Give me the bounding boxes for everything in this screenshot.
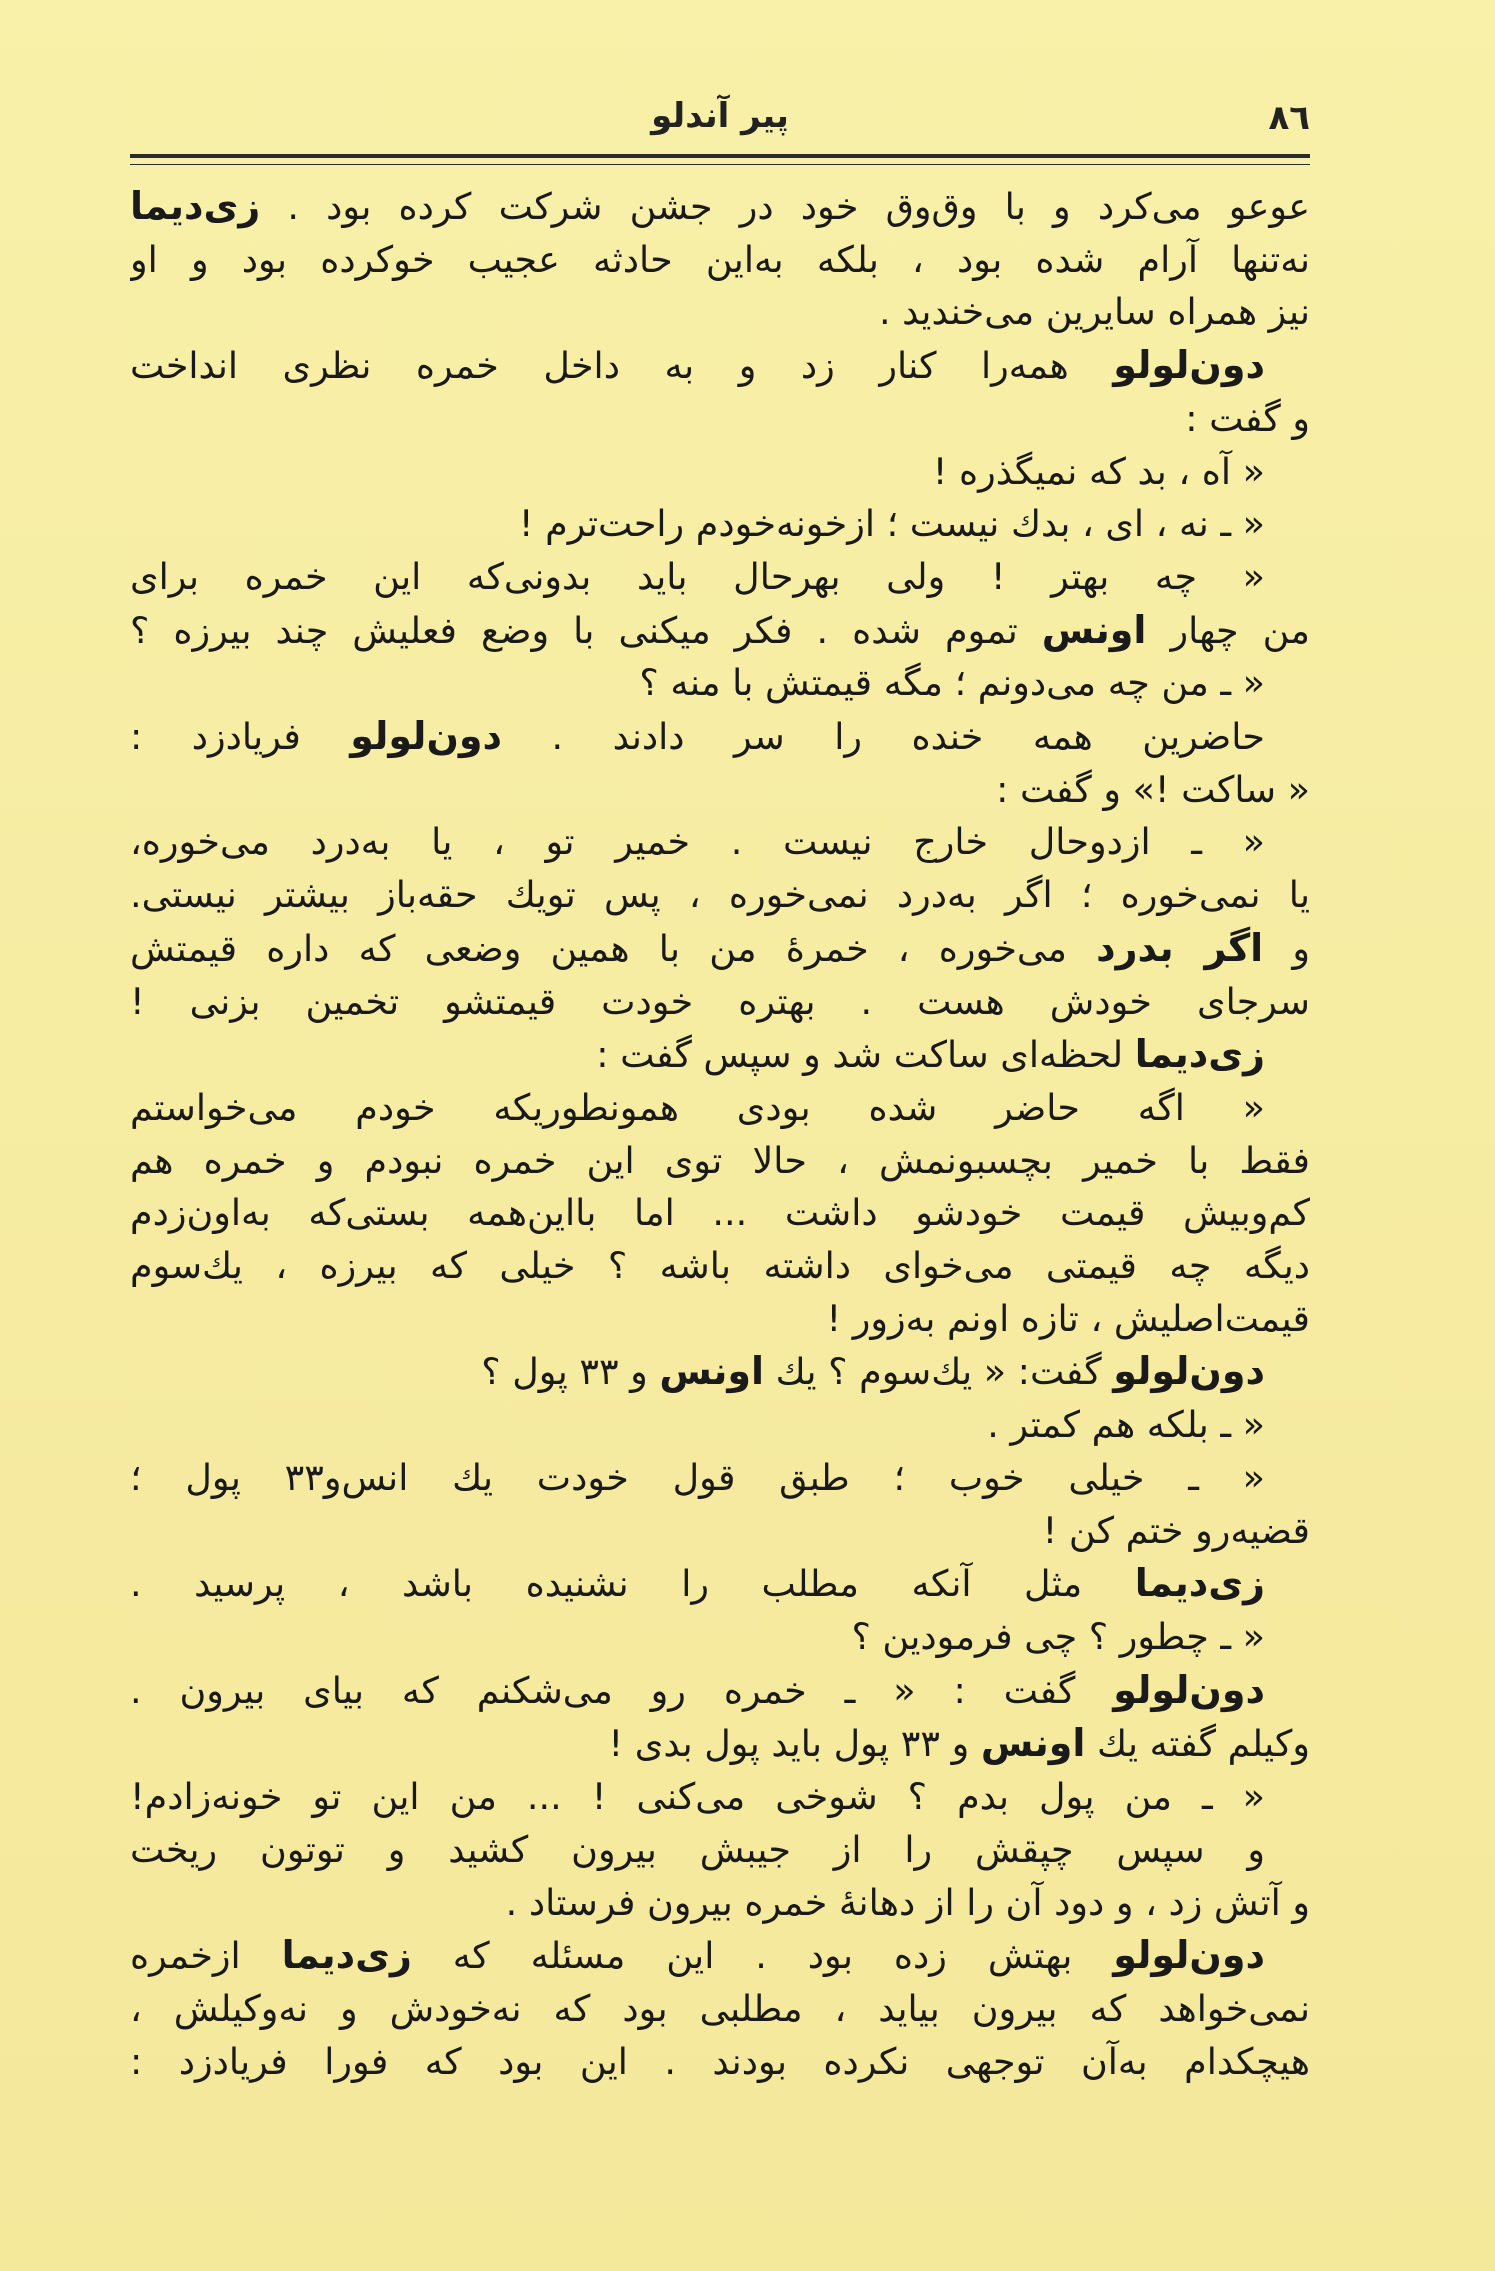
page-number: ٨٦ (1268, 98, 1310, 138)
text-line (130, 1983, 1310, 2036)
text-line (130, 180, 1310, 234)
text-segment: فقط با خمیر بچسبونمش ، حالا توی این خمره نبودم و خمره هم (130, 1138, 1310, 1182)
text-line (130, 1824, 1310, 1877)
text-line (130, 922, 1310, 976)
text-line (130, 1611, 1310, 1664)
text-line (130, 1135, 1310, 1188)
text-segment: سرجای خودش هست . بهتره خودت قیمتشو تخمین بزنی ! (130, 979, 1310, 1023)
text-segment: و گفت : (1185, 396, 1310, 440)
text-segment: « ـ من چه می‌دونم ؛ مگه قیمتش با منه ؟ (639, 661, 1265, 705)
text-line (130, 286, 1310, 339)
text-segment: یا نمی‌خوره ؛ اگر به‌درد نمی‌خوره ، پس تویك حقه‌باز بیشتر نیستی. (130, 873, 1310, 917)
text-segment: و ۳۳ پول باید پول بدی ! (608, 1722, 981, 1766)
text-segment: بهتش زده بود . این مسئله که (411, 1934, 1114, 1978)
text-segment: لحظه‌ای ساکت شد و سپس گفت : (596, 1033, 1135, 1077)
bold-name: زی‌دیما (130, 184, 261, 228)
text-segment: نیز همراه سایرین می‌خندید . (878, 290, 1310, 334)
text-segment: « ـ نه ، ای ، بدك نیست ؛ ازخونه‌خودم راحت‌ترم ! (518, 502, 1265, 546)
text-segment: « چه بهتر ! ولی بهرحال باید بدونی‌که این خمره برای (130, 554, 1265, 598)
text-segment: ازخمره (130, 1934, 282, 1978)
text-segment: و ۳۳ پول ؟ (481, 1350, 660, 1394)
text-segment: دیگه چه قیمتی می‌خوای داشته باشه ؟ خیلی که بیرزه ، یك‌سوم (130, 1244, 1310, 1288)
bold-name: دون‌لولو (1113, 343, 1265, 388)
text-line (130, 1293, 1310, 1346)
text-line (130, 234, 1310, 287)
text-line (130, 1877, 1310, 1930)
page-header (130, 92, 1310, 152)
text-line (130, 1771, 1310, 1824)
header-rule (130, 154, 1310, 158)
text-segment: « ـ چطور ؟ چی فرمودین ؟ (851, 1614, 1265, 1658)
text-line (130, 446, 1310, 499)
text-segment: نه‌تنها آرام شده بود ، بلکه به‌این حادثه عجیب خوکرده بود و او (130, 237, 1310, 281)
text-line (130, 1187, 1310, 1240)
text-segment: قیمت‌اصلیش ، تازه اونم به‌زور ! (826, 1296, 1310, 1340)
text-segment: نمی‌خواهد که بیرون بیاید ، مطلبی بود که نه‌خودش و نه‌وکیلش ، (130, 1986, 1310, 2030)
text-segment: « اگه حاضر شده بودی همونطوریکه خودم می‌خواستم (130, 1085, 1265, 1129)
bold-name: دون‌لولو (1113, 1349, 1265, 1394)
text-line (130, 1717, 1310, 1771)
bold-name: زی‌دیما (1134, 1032, 1265, 1077)
text-line (130, 1929, 1310, 1983)
bold-name: اونس (980, 1721, 1086, 1766)
text-line (130, 1452, 1310, 1505)
text-segment: تموم شده . فکر میکنی با وضع فعلیش چند بیرزه ؟ (130, 608, 1042, 652)
text-line (130, 1557, 1310, 1611)
text-segment: « ـ ازدوحال خارج نیست . خمیر تو ، یا به‌درد می‌خوره، (130, 820, 1265, 864)
text-line (130, 551, 1310, 604)
text-segment: « آه ، بد که نمیگذره ! (932, 449, 1265, 493)
text-line (130, 1664, 1310, 1718)
text-segment: هیچکدام به‌آن توجهی نکرده بودند . این بود که فورا فریادزد : (130, 2039, 1310, 2083)
text-segment: و سپس چپقش را از جیبش بیرون کشید و توتون ریخت (130, 1827, 1265, 1871)
bold-name: دون‌لولو (1113, 1933, 1265, 1978)
text-line (130, 1505, 1310, 1558)
text-line (130, 816, 1310, 869)
running-title: پیر آندلو (651, 96, 789, 136)
text-segment: همه‌را کنار زد و به داخل خمره نظری انداخت (130, 344, 1114, 388)
text-segment: گفت : « ـ خمره رو می‌شکنم که بیای بیرون . (130, 1668, 1114, 1712)
text-segment: « ساکت !» و گفت : (996, 767, 1310, 811)
text-line (130, 1399, 1310, 1452)
bold-name: اونس (659, 1349, 765, 1394)
text-segment: « ـ بلکه هم کمتر . (987, 1403, 1265, 1447)
text-segment: می‌خوره ، خمرهٔ من با همین وضعی که داره قیمتش (130, 926, 1097, 970)
text-line (130, 1345, 1310, 1399)
text-line (130, 604, 1310, 658)
text-line (130, 1082, 1310, 1135)
bold-name: زی‌دیما (281, 1933, 412, 1978)
text-line (130, 393, 1310, 446)
text-segment: وکیلم گفته یك (1085, 1722, 1310, 1766)
text-line (130, 657, 1310, 710)
text-line (130, 1240, 1310, 1293)
text-segment: فریادزد : (130, 715, 351, 759)
text-segment: عوعو می‌کرد و با وق‌وق خود در جشن شرکت کرده بود . (260, 185, 1310, 228)
bold-name: زی‌دیما (1134, 1561, 1265, 1606)
body-text (130, 180, 1310, 2088)
text-segment: حاضرین همه خنده را سر دادند . (502, 715, 1265, 759)
header-rule-thin (130, 164, 1310, 165)
text-line (130, 869, 1310, 922)
bold-name: دون‌لولو (350, 714, 503, 759)
text-line (130, 976, 1310, 1029)
text-line (130, 764, 1310, 817)
text-segment: مثل آنکه مطلب را نشنیده باشد ، پرسید . (130, 1562, 1135, 1606)
bold-name: دون‌لولو (1113, 1667, 1265, 1712)
text-segment: گفت: « یك‌سوم ؟ یك (764, 1350, 1114, 1394)
text-segment: و آتش زد ، و دود آن را از دهانهٔ خمره بیرون فرستاد . (505, 1880, 1310, 1924)
text-segment: و (1263, 926, 1310, 970)
bold-name: اگر بدرد (1096, 925, 1264, 970)
text-line (130, 710, 1310, 764)
text-line (130, 2036, 1310, 2089)
text-line (130, 339, 1310, 393)
text-segment: « ـ خیلی خوب ؛ طبق قول خودت یك انس‌و۳۳ پول ؛ (130, 1455, 1266, 1499)
bold-name: اونس (1041, 607, 1147, 652)
text-segment: قضیه‌رو ختم کن ! (1042, 1508, 1310, 1552)
text-line (130, 1028, 1310, 1082)
text-segment: « ـ من پول بدم ؟ شوخی می‌کنی ! ... من این تو خونه‌زادم! (130, 1775, 1265, 1819)
text-segment: کم‌وبیش قیمت خودشو داشت ... اما بااین‌همه بستی‌که به‌اون‌زدم (130, 1191, 1310, 1235)
text-line (130, 498, 1310, 551)
text-segment: من چهار (1146, 608, 1310, 652)
